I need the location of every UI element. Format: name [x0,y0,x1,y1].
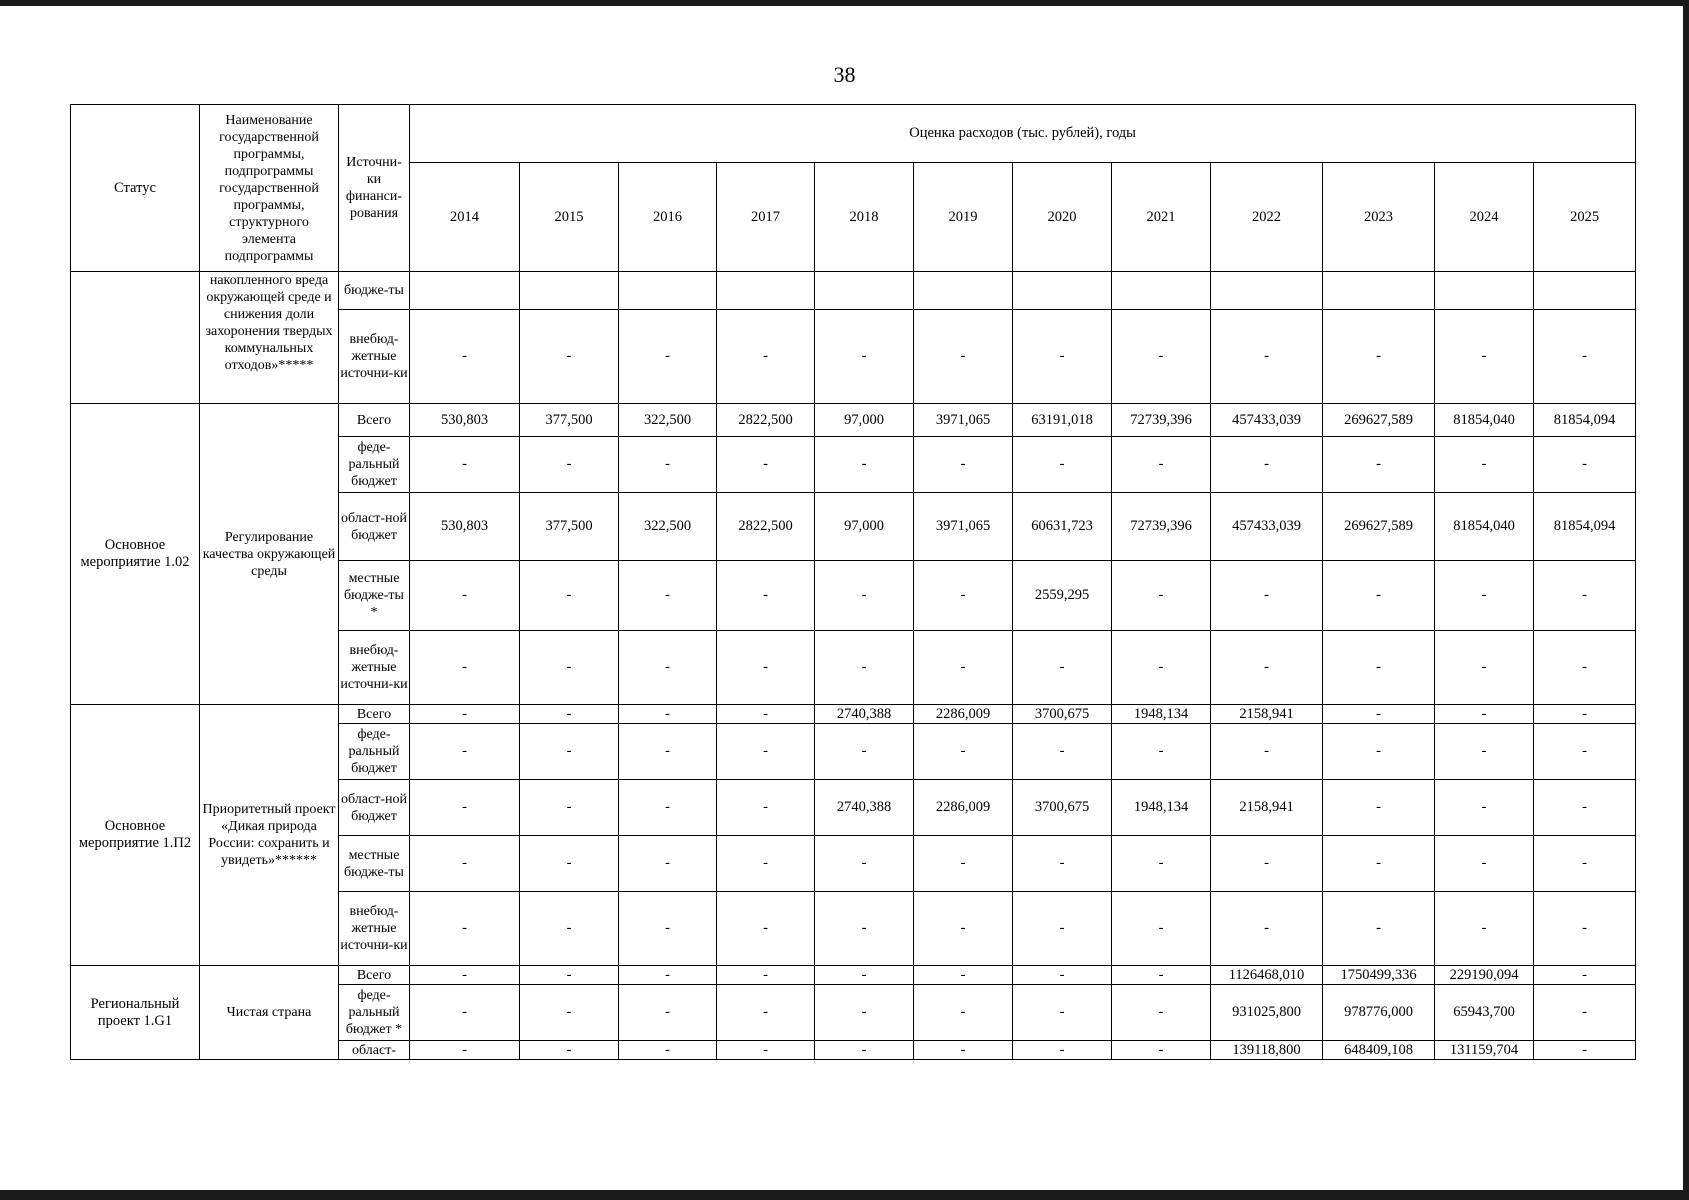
value-cell: - [914,836,1013,892]
value-cell: - [815,310,914,404]
value-cell: - [1323,437,1435,493]
value-cell: 3971,065 [914,404,1013,437]
value-cell: 3700,675 [1013,780,1112,836]
header-year: 2016 [619,163,717,272]
value-cell: 97,000 [815,404,914,437]
value-cell: - [914,966,1013,985]
value-cell: - [914,437,1013,493]
value-cell: - [1323,705,1435,724]
value-cell: 81854,094 [1534,493,1636,561]
value-cell: - [815,437,914,493]
value-cell: - [520,892,619,966]
table-row [71,966,1636,985]
value-cell: - [717,892,815,966]
value-cell: 648409,108 [1323,1041,1435,1060]
value-cell: - [410,561,520,631]
value-cell: - [410,631,520,705]
value-cell: - [520,836,619,892]
value-cell: 1948,134 [1112,705,1211,724]
value-cell: - [1211,724,1323,780]
value-cell: 2286,009 [914,780,1013,836]
scan-edge-top [0,0,1689,6]
value-cell: - [717,705,815,724]
value-cell: - [815,966,914,985]
value-cell: - [1534,631,1636,705]
funding-source-cell: Всего [339,705,410,724]
value-cell: - [1211,631,1323,705]
value-cell: 322,500 [619,493,717,561]
program-name-cell: Регулирование качества окружающей среды [200,404,339,705]
value-cell: - [1013,966,1112,985]
value-cell: - [914,561,1013,631]
value-cell: - [815,892,914,966]
status-cell: Региональный проект 1.G1 [71,966,200,1060]
value-cell [815,272,914,310]
value-cell: - [1112,892,1211,966]
value-cell: 81854,094 [1534,404,1636,437]
funding-source-cell: област- [339,1041,410,1060]
funding-source-cell: феде-ральный бюджет [339,724,410,780]
value-cell: - [815,985,914,1041]
header-year: 2015 [520,163,619,272]
status-cell: Основное мероприятие 1.02 [71,404,200,705]
header-year: 2022 [1211,163,1323,272]
header-estimate: Оценка расходов (тыс. рублей), годы [410,105,1636,163]
value-cell: 65943,700 [1435,985,1534,1041]
value-cell: - [1013,985,1112,1041]
value-cell: - [1112,836,1211,892]
value-cell: - [1013,724,1112,780]
value-cell [1013,272,1112,310]
value-cell: 457433,039 [1211,404,1323,437]
value-cell: - [1013,836,1112,892]
value-cell: - [1435,724,1534,780]
value-cell: - [410,724,520,780]
value-cell: - [1435,705,1534,724]
value-cell: - [1435,836,1534,892]
value-cell: - [717,780,815,836]
value-cell: - [815,836,914,892]
header-year: 2021 [1112,163,1211,272]
value-cell: - [619,310,717,404]
value-cell: - [914,631,1013,705]
value-cell: 72739,396 [1112,404,1211,437]
value-cell: - [1435,780,1534,836]
value-cell [1323,272,1435,310]
header-year: 2019 [914,163,1013,272]
value-cell: - [520,310,619,404]
value-cell: - [717,966,815,985]
status-cell: Основное мероприятие 1.П2 [71,705,200,966]
value-cell: - [410,780,520,836]
header-sources: Источни-ки финанси-рования [339,105,410,272]
value-cell: - [619,966,717,985]
value-cell: - [1211,892,1323,966]
value-cell: - [619,437,717,493]
header-status: Статус [71,105,200,272]
program-name-cell: Приоритетный проект «Дикая природа России: сохранить и увидеть»****** [200,705,339,966]
value-cell: - [520,780,619,836]
value-cell: - [619,705,717,724]
value-cell: - [1435,437,1534,493]
value-cell: - [1112,631,1211,705]
value-cell: - [410,836,520,892]
value-cell: 81854,040 [1435,404,1534,437]
value-cell: 530,803 [410,493,520,561]
value-cell: - [1534,985,1636,1041]
table-row [71,705,1636,724]
funding-source-cell: местные бюдже-ты * [339,561,410,631]
value-cell: 530,803 [410,404,520,437]
value-cell: 81854,040 [1435,493,1534,561]
value-cell: - [410,966,520,985]
value-cell: - [619,1041,717,1060]
table-row [71,272,1636,310]
value-cell: - [717,561,815,631]
value-cell: - [1323,724,1435,780]
value-cell: - [717,1041,815,1060]
value-cell: - [1534,966,1636,985]
value-cell: - [815,724,914,780]
value-cell: 131159,704 [1435,1041,1534,1060]
value-cell: - [1211,561,1323,631]
value-cell: - [619,561,717,631]
value-cell: - [1534,724,1636,780]
value-cell: 72739,396 [1112,493,1211,561]
value-cell: - [1534,1041,1636,1060]
header-year: 2023 [1323,163,1435,272]
value-cell: - [410,1041,520,1060]
value-cell: - [619,780,717,836]
funding-source-cell: Всего [339,404,410,437]
value-cell: 2822,500 [717,493,815,561]
value-cell: - [1435,892,1534,966]
value-cell: - [815,561,914,631]
value-cell: - [1112,437,1211,493]
value-cell: - [410,892,520,966]
value-cell: 2559,295 [1013,561,1112,631]
value-cell: - [1112,724,1211,780]
value-cell [1211,272,1323,310]
value-cell: - [1534,892,1636,966]
value-cell: - [1211,437,1323,493]
value-cell: 97,000 [815,493,914,561]
value-cell: - [410,437,520,493]
value-cell: - [1435,310,1534,404]
header-year: 2018 [815,163,914,272]
value-cell: - [1013,1041,1112,1060]
value-cell: - [1534,561,1636,631]
value-cell: - [619,631,717,705]
program-name-cell: накопленного вреда окружающей среде и снижения доли захоронения твердых коммунальных отходов»***** [200,272,339,404]
value-cell: 1126468,010 [1211,966,1323,985]
value-cell: - [717,631,815,705]
value-cell: 2158,941 [1211,705,1323,724]
value-cell: - [914,310,1013,404]
value-cell: 2822,500 [717,404,815,437]
value-cell: - [815,631,914,705]
value-cell: - [1013,631,1112,705]
funding-source-cell: бюдже-ты [339,272,410,310]
value-cell: 269627,589 [1323,404,1435,437]
funding-source-cell: местные бюдже-ты [339,836,410,892]
value-cell: - [1534,310,1636,404]
value-cell: - [520,1041,619,1060]
funding-source-cell: феде-ральный бюджет * [339,985,410,1041]
value-cell: - [410,705,520,724]
value-cell: 60631,723 [1013,493,1112,561]
value-cell: - [1112,985,1211,1041]
value-cell: - [1323,892,1435,966]
header-year: 2017 [717,163,815,272]
value-cell: - [1013,310,1112,404]
expense-table [70,104,1636,1060]
value-cell: - [619,892,717,966]
funding-source-cell: област-ной бюджет [339,493,410,561]
value-cell: - [520,631,619,705]
value-cell: - [717,724,815,780]
value-cell: - [1534,705,1636,724]
value-cell: - [1534,836,1636,892]
value-cell: 2740,388 [815,705,914,724]
funding-source-cell: Всего [339,966,410,985]
value-cell [410,272,520,310]
value-cell: - [1211,836,1323,892]
value-cell: - [619,836,717,892]
header-year: 2014 [410,163,520,272]
value-cell: 931025,800 [1211,985,1323,1041]
value-cell: - [717,836,815,892]
value-cell: 377,500 [520,493,619,561]
value-cell [717,272,815,310]
value-cell: - [1112,966,1211,985]
funding-source-cell: област-ной бюджет [339,780,410,836]
value-cell: - [717,437,815,493]
value-cell: - [1323,631,1435,705]
value-cell [914,272,1013,310]
value-cell: - [520,724,619,780]
header-year: 2020 [1013,163,1112,272]
value-cell: 139118,800 [1211,1041,1323,1060]
funding-source-cell: внебюд-жетные источни-ки [339,892,410,966]
value-cell: - [1013,892,1112,966]
value-cell: 1948,134 [1112,780,1211,836]
value-cell: - [1323,836,1435,892]
value-cell: - [1013,437,1112,493]
table-row [71,404,1636,437]
value-cell: - [1112,1041,1211,1060]
value-cell: 2286,009 [914,705,1013,724]
value-cell: - [520,437,619,493]
value-cell: 229190,094 [1435,966,1534,985]
value-cell: - [1323,310,1435,404]
scan-edge-right [1683,0,1689,1200]
value-cell: 2158,941 [1211,780,1323,836]
value-cell: - [1435,631,1534,705]
value-cell: - [1534,780,1636,836]
scan-edge-bottom [0,1190,1689,1200]
header-year: 2024 [1435,163,1534,272]
funding-source-cell: внебюд-жетные источни-ки [339,631,410,705]
status-cell [71,272,200,404]
value-cell: 3700,675 [1013,705,1112,724]
program-name-cell: Чистая страна [200,966,339,1060]
value-cell: 978776,000 [1323,985,1435,1041]
value-cell: - [1323,561,1435,631]
value-cell: - [1112,561,1211,631]
value-cell: - [619,985,717,1041]
value-cell [520,272,619,310]
value-cell [1112,272,1211,310]
value-cell: - [1112,310,1211,404]
value-cell: 322,500 [619,404,717,437]
value-cell: 457433,039 [1211,493,1323,561]
header-year: 2025 [1534,163,1636,272]
value-cell: - [520,705,619,724]
funding-source-cell: феде-ральный бюджет [339,437,410,493]
header-name: Наименование государственной программы, подпрограммы государственной программы, структурного элемента подпрограммы [200,105,339,272]
value-cell: - [914,1041,1013,1060]
value-cell: 63191,018 [1013,404,1112,437]
value-cell: - [914,892,1013,966]
page-number: 38 [833,62,856,87]
value-cell: - [914,724,1013,780]
value-cell: - [520,966,619,985]
value-cell: 3971,065 [914,493,1013,561]
value-cell: 269627,589 [1323,493,1435,561]
value-cell: - [410,985,520,1041]
value-cell: - [520,985,619,1041]
value-cell: - [914,985,1013,1041]
value-cell: - [717,985,815,1041]
value-cell: 1750499,336 [1323,966,1435,985]
value-cell [1534,272,1636,310]
value-cell: - [1323,780,1435,836]
value-cell: - [410,310,520,404]
value-cell [619,272,717,310]
value-cell [1435,272,1534,310]
value-cell: - [717,310,815,404]
value-cell: 2740,388 [815,780,914,836]
value-cell: 377,500 [520,404,619,437]
value-cell: - [619,724,717,780]
value-cell: - [1435,561,1534,631]
value-cell: - [1534,437,1636,493]
funding-source-cell: внебюд-жетные источни-ки [339,310,410,404]
value-cell: - [815,1041,914,1060]
value-cell: - [1211,310,1323,404]
value-cell: - [520,561,619,631]
